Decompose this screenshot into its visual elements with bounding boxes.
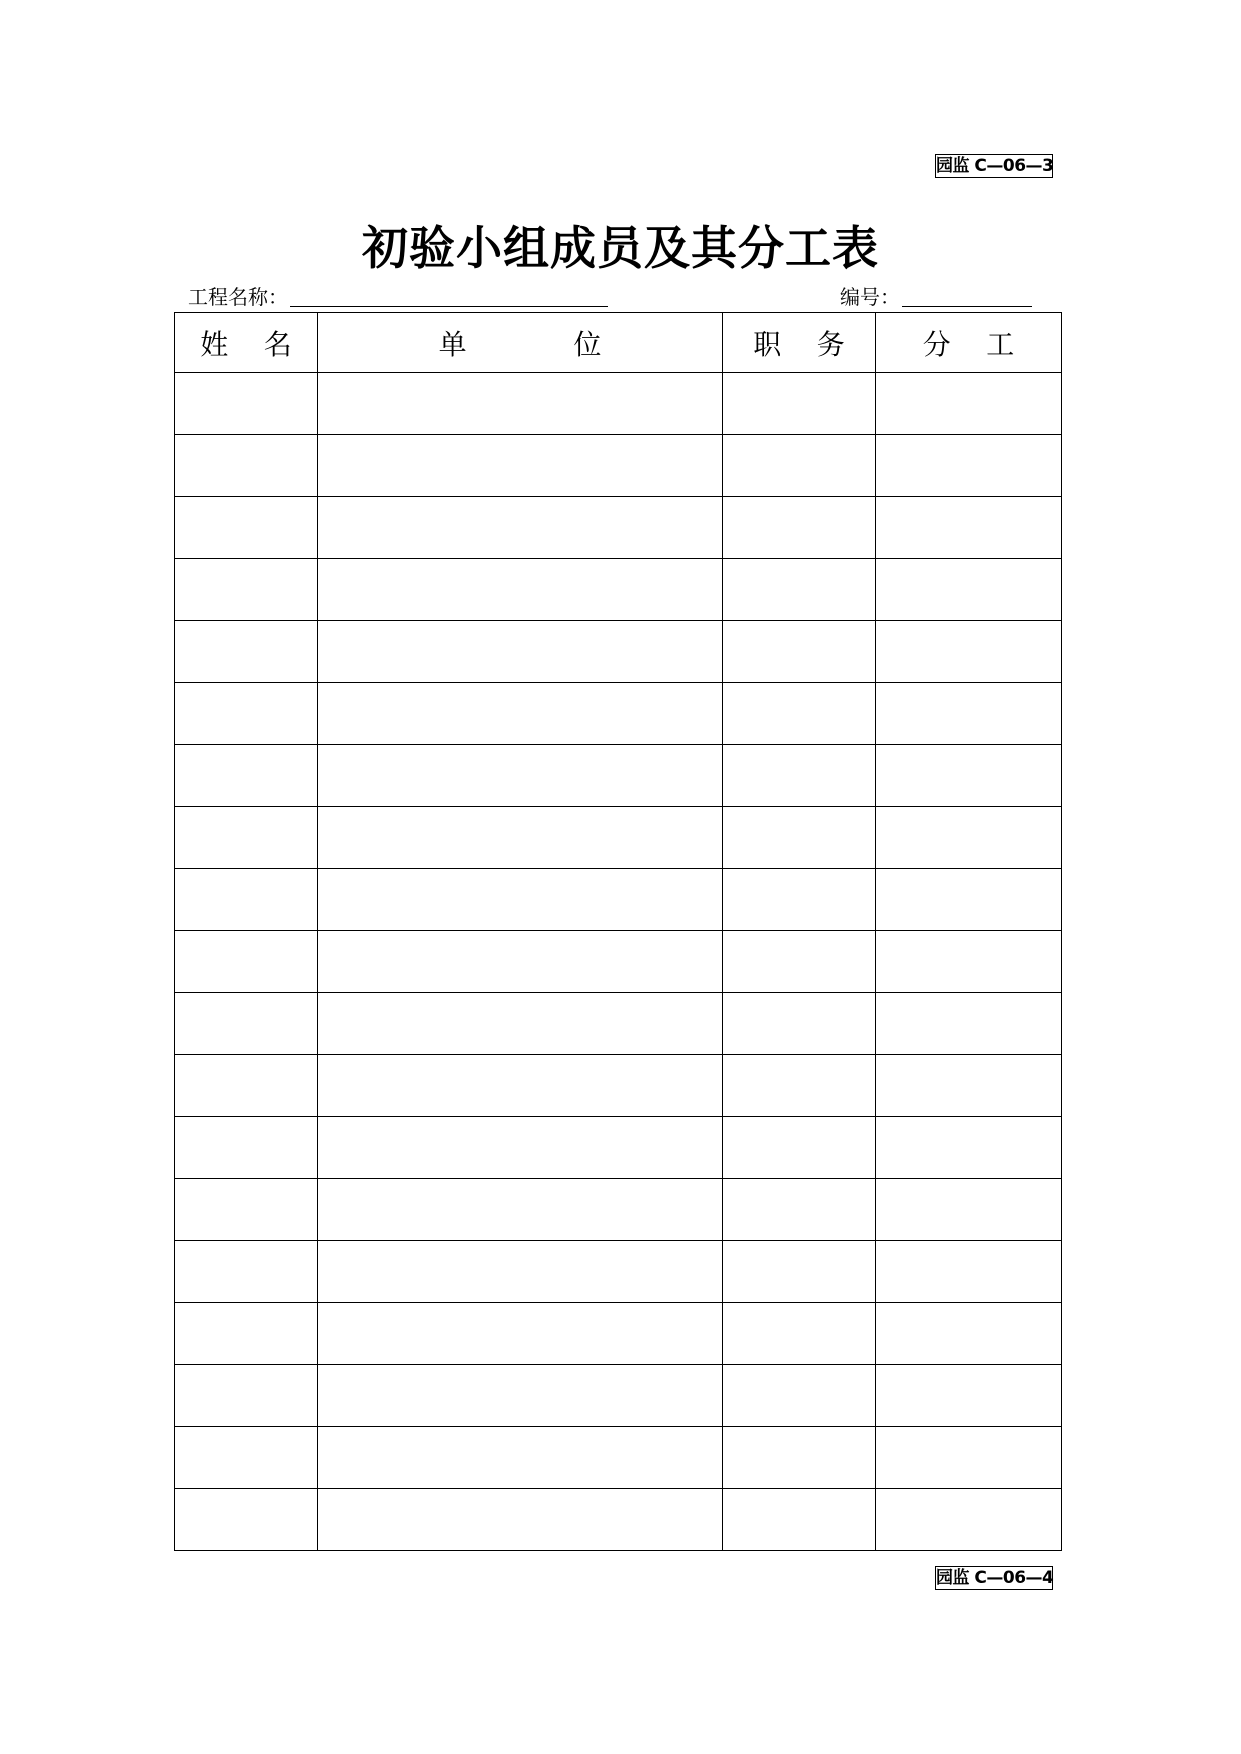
number-field [840, 284, 1032, 310]
table-row [175, 931, 1062, 993]
cell-unit[interactable] [318, 1117, 723, 1179]
cell-division[interactable] [876, 1179, 1062, 1241]
cell-position[interactable] [723, 1427, 876, 1489]
cell-name[interactable] [175, 1489, 318, 1551]
cell-name[interactable] [175, 683, 318, 745]
cell-name[interactable] [175, 621, 318, 683]
cell-division[interactable] [876, 373, 1062, 435]
cell-name[interactable] [175, 869, 318, 931]
cell-name[interactable] [175, 373, 318, 435]
cell-name[interactable] [175, 1055, 318, 1117]
cell-division[interactable] [876, 931, 1062, 993]
cell-position[interactable] [723, 869, 876, 931]
cell-position[interactable] [723, 373, 876, 435]
cell-position[interactable] [723, 621, 876, 683]
cell-division[interactable] [876, 993, 1062, 1055]
cell-unit[interactable] [318, 1365, 723, 1427]
cell-position[interactable] [723, 683, 876, 745]
table-row [175, 435, 1062, 497]
cell-division[interactable] [876, 559, 1062, 621]
cell-unit[interactable] [318, 559, 723, 621]
header-division: 分 工 [876, 313, 1062, 373]
table-row [175, 1489, 1062, 1551]
cell-unit[interactable] [318, 931, 723, 993]
table-row [175, 993, 1062, 1055]
cell-division[interactable] [876, 1303, 1062, 1365]
cell-name[interactable] [175, 993, 318, 1055]
cell-position[interactable] [723, 1117, 876, 1179]
cell-position[interactable] [723, 559, 876, 621]
cell-unit[interactable] [318, 1427, 723, 1489]
table-row [175, 621, 1062, 683]
form-code-bottom: 园监 C—06—4 [936, 1568, 1054, 1588]
project-name-label: 工程名称： [188, 285, 288, 309]
cell-name[interactable] [175, 807, 318, 869]
cell-division[interactable] [876, 683, 1062, 745]
cell-position[interactable] [723, 1489, 876, 1551]
project-name-blank[interactable] [290, 284, 608, 307]
members-table [174, 312, 1062, 1551]
table-header-row [175, 313, 1062, 373]
cell-name[interactable] [175, 1365, 318, 1427]
cell-name[interactable] [175, 931, 318, 993]
cell-unit[interactable] [318, 745, 723, 807]
cell-position[interactable] [723, 1179, 876, 1241]
cell-unit[interactable] [318, 683, 723, 745]
cell-position[interactable] [723, 497, 876, 559]
cell-unit[interactable] [318, 1489, 723, 1551]
table-row [175, 1117, 1062, 1179]
table-body [175, 373, 1062, 1551]
cell-division[interactable] [876, 1365, 1062, 1427]
cell-name[interactable] [175, 435, 318, 497]
cell-division[interactable] [876, 869, 1062, 931]
cell-division[interactable] [876, 807, 1062, 869]
cell-division[interactable] [876, 1489, 1062, 1551]
cell-unit[interactable] [318, 1179, 723, 1241]
project-name-field [188, 284, 608, 310]
cell-unit[interactable] [318, 497, 723, 559]
cell-division[interactable] [876, 1241, 1062, 1303]
cell-unit[interactable] [318, 373, 723, 435]
cell-unit[interactable] [318, 1055, 723, 1117]
cell-position[interactable] [723, 1241, 876, 1303]
cell-unit[interactable] [318, 869, 723, 931]
table-row [175, 1241, 1062, 1303]
cell-name[interactable] [175, 1117, 318, 1179]
cell-division[interactable] [876, 1117, 1062, 1179]
cell-division[interactable] [876, 497, 1062, 559]
cell-name[interactable] [175, 1179, 318, 1241]
cell-name[interactable] [175, 1303, 318, 1365]
header-name: 姓 名 [175, 313, 318, 373]
cell-unit[interactable] [318, 621, 723, 683]
header-position: 职 务 [723, 313, 876, 373]
table-row [175, 745, 1062, 807]
cell-position[interactable] [723, 1365, 876, 1427]
cell-position[interactable] [723, 1055, 876, 1117]
cell-name[interactable] [175, 1241, 318, 1303]
table-row [175, 869, 1062, 931]
cell-unit[interactable] [318, 1241, 723, 1303]
cell-division[interactable] [876, 621, 1062, 683]
table-row [175, 1365, 1062, 1427]
table-row [175, 1055, 1062, 1117]
cell-unit[interactable] [318, 435, 723, 497]
cell-unit[interactable] [318, 993, 723, 1055]
table-row [175, 497, 1062, 559]
cell-unit[interactable] [318, 807, 723, 869]
document-title: 初验小组成员及其分工表 [362, 221, 879, 275]
number-blank[interactable] [902, 284, 1032, 307]
cell-name[interactable] [175, 497, 318, 559]
number-label: 编号： [840, 285, 900, 309]
cell-division[interactable] [876, 435, 1062, 497]
table-row [175, 807, 1062, 869]
form-code-top: 园监 C—06—3 [936, 156, 1054, 176]
cell-name[interactable] [175, 559, 318, 621]
table-row [175, 373, 1062, 435]
table-row [175, 1179, 1062, 1241]
cell-unit[interactable] [318, 1303, 723, 1365]
header-unit: 单 位 [318, 313, 723, 373]
table-row [175, 1427, 1062, 1489]
cell-position[interactable] [723, 745, 876, 807]
cell-division[interactable] [876, 1055, 1062, 1117]
cell-position[interactable] [723, 807, 876, 869]
cell-position[interactable] [723, 435, 876, 497]
cell-name[interactable] [175, 1427, 318, 1489]
table-row [175, 683, 1062, 745]
table-row [175, 1303, 1062, 1365]
cell-position[interactable] [723, 993, 876, 1055]
cell-name[interactable] [175, 745, 318, 807]
cell-division[interactable] [876, 1427, 1062, 1489]
cell-division[interactable] [876, 745, 1062, 807]
cell-position[interactable] [723, 931, 876, 993]
cell-position[interactable] [723, 1303, 876, 1365]
table-row [175, 559, 1062, 621]
